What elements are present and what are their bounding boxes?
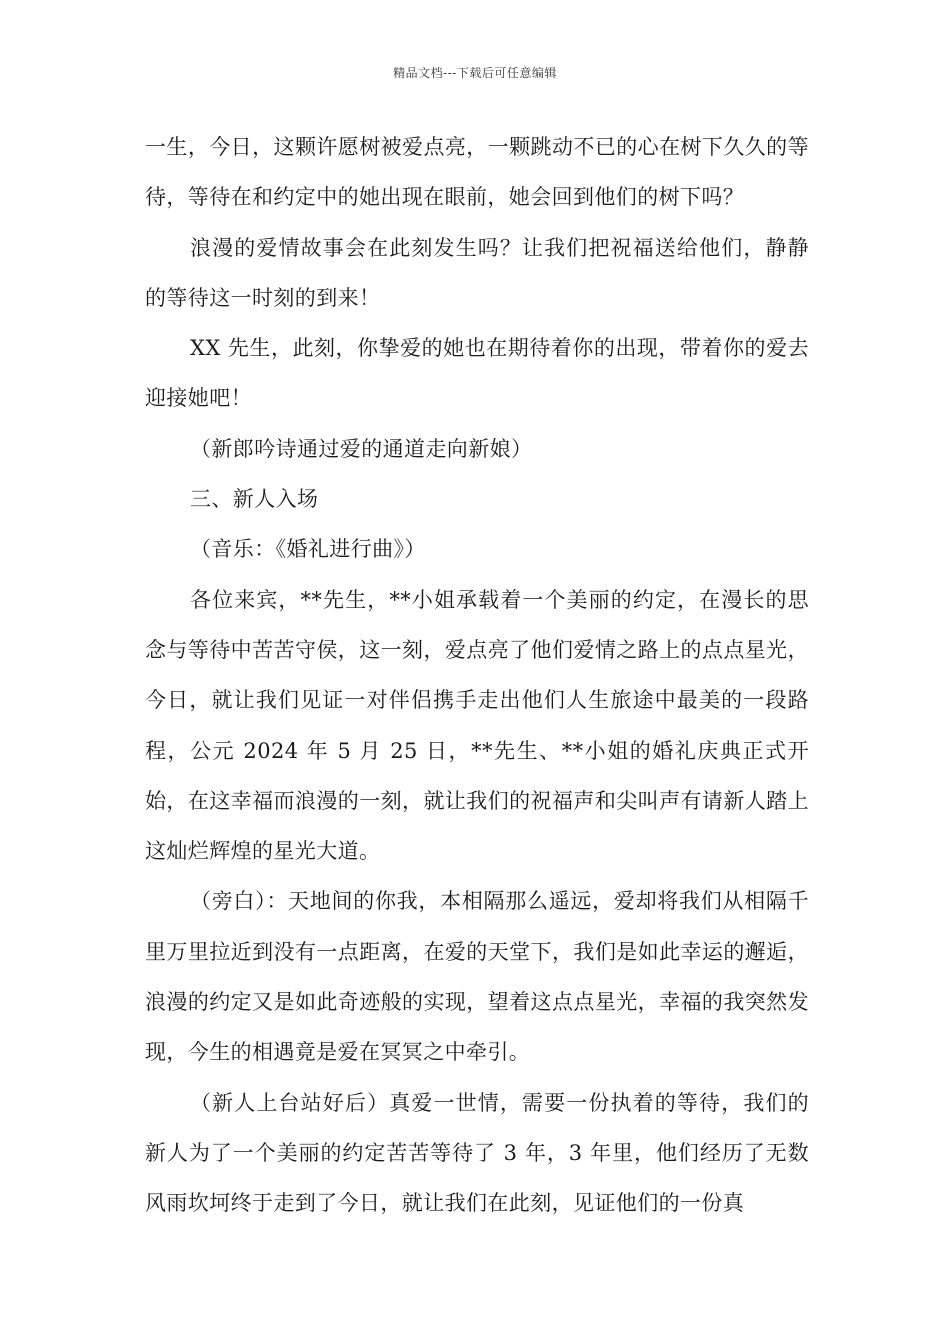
paragraph-7: 各位来宾，**先生，**小姐承载着一个美丽的约定，在漫长的思念与等待中苦苦守侯，这一刻，爱点亮了他们爱情之路上的点点星光，今日，就让我们见证一对伴侣携手走出他们人生旅途中最美的一段路程，公元 2024 年 5 月 25 日，**先生、**小姐的婚礼庆典正式开始，在这幸福而浪漫的一刻，就让我们的祝福声和尖叫声有请新人踏上这灿烂辉煌的星光大道。 <box>145 587 809 864</box>
page-header: 精品文档---下载后可任意编辑 <box>393 66 557 80</box>
paragraph-4: （新郎吟诗通过爱的通道走向新娘） <box>190 436 533 461</box>
document-body <box>145 122 809 1229</box>
paragraph-8: （旁白）：天地间的你我，本相隔那么遥远，爱却将我们从相隔千里万里拉近到没有一点距离，在爱的天堂下，我们是如此幸运的邂逅，浪漫的约定又是如此奇迹般的实现，望着这点点星光，幸福的我突然发现，今生的相遇竟是爱在冥冥之中牵引。 <box>145 889 809 1065</box>
section-heading: 三、新人入场 <box>190 487 319 512</box>
paragraph-3: XX 先生，此刻，你挚爱的她也在期待着你的出现，带着你的爱去迎接她吧！ <box>145 336 809 411</box>
paragraph-1: 一生，今日，这颗许愿树被爱点亮，一颗跳动不已的心在树下久久的等待，等待在和约定中的她出现在眼前，她会回到他们的树下吗？ <box>145 135 809 210</box>
paragraph-2: 浪漫的爱情故事会在此刻发生吗？让我们把祝福送给他们，静静的等待这一时刻的到来！ <box>145 235 809 310</box>
paragraph-9: （新人上台站好后）真爱一世情，需要一份执着的等待，我们的新人为了一个美丽的约定苦苦等待了 3 年，3 年里，他们经历了无数风雨坎坷终于走到了今日，就让我们在此刻，见证他们的一份真 <box>145 1090 809 1216</box>
paragraph-music: （音乐：《婚礼进行曲》） <box>190 537 426 562</box>
